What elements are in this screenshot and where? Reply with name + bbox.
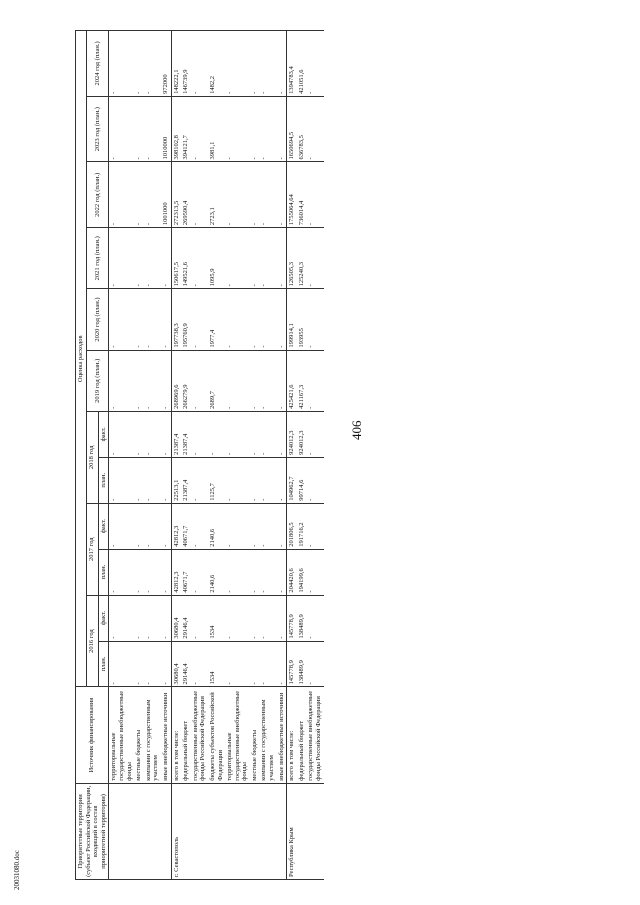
- value-cell: -: [109, 411, 134, 457]
- value-cell: -: [109, 289, 134, 350]
- value-cell: 2723,1: [208, 162, 225, 228]
- table-row: [287, 31, 297, 880]
- territory-cell: [109, 783, 134, 879]
- value-cell: 150617,5: [171, 228, 181, 289]
- value-cell: 1650694,5: [287, 96, 297, 162]
- value-cell: 3981,1: [208, 96, 225, 162]
- value-cell: 972000: [161, 31, 171, 97]
- value-cell: 421051,6: [297, 31, 307, 97]
- value-cell: -: [144, 31, 161, 97]
- value-cell: -: [259, 96, 276, 162]
- value-cell: -: [250, 549, 260, 595]
- territory-cell: [306, 783, 323, 879]
- value-cell: -: [250, 289, 260, 350]
- value-cell: 1394783,4: [287, 31, 297, 97]
- expenditure-table: [75, 30, 324, 880]
- value-cell: -: [109, 350, 134, 411]
- value-cell: -: [134, 350, 144, 411]
- value-cell: 125240,3: [297, 228, 307, 289]
- value-cell: 2689,7: [208, 350, 225, 411]
- value-cell: 30680,4: [171, 641, 181, 687]
- value-cell: -: [134, 641, 144, 687]
- value-cell: -: [134, 549, 144, 595]
- header-2020: 2020 год (план.): [86, 289, 109, 350]
- value-cell: -: [191, 411, 208, 457]
- value-cell: -: [225, 411, 250, 457]
- table-body: [109, 31, 324, 880]
- table-row: [259, 31, 276, 880]
- value-cell: -: [259, 289, 276, 350]
- value-cell: 1977,4: [208, 289, 225, 350]
- value-cell: -: [259, 641, 276, 687]
- table-row: [109, 31, 134, 880]
- value-cell: 1095,9: [208, 228, 225, 289]
- value-cell: -: [144, 162, 161, 228]
- table-row: [306, 31, 323, 880]
- header-2016: 2016 год: [86, 595, 98, 687]
- source-cell: иные внебюджетные источники: [161, 687, 171, 783]
- value-cell: -: [191, 350, 208, 411]
- value-cell: -: [225, 641, 250, 687]
- value-cell: -: [225, 31, 250, 97]
- value-cell: -: [225, 162, 250, 228]
- table-header: [76, 31, 109, 880]
- territory-cell: [134, 783, 144, 879]
- value-cell: 1534: [208, 641, 225, 687]
- table-row: [277, 31, 287, 880]
- value-cell: 394121,7: [181, 96, 191, 162]
- source-cell: всего в том числе:: [287, 687, 297, 783]
- value-cell: 149521,6: [181, 228, 191, 289]
- document-footer: 20031080.doc: [13, 850, 21, 890]
- source-cell: местные бюджеты: [134, 687, 144, 783]
- value-cell: -: [306, 350, 323, 411]
- territory-cell: [250, 783, 260, 879]
- value-cell: -: [109, 162, 134, 228]
- value-cell: -: [277, 31, 287, 97]
- value-cell: -: [191, 503, 208, 549]
- value-cell: -: [306, 96, 323, 162]
- header-2023: 2023 год (план.): [86, 96, 109, 162]
- value-cell: -: [144, 641, 161, 687]
- value-cell: 104962,7: [287, 457, 297, 503]
- value-cell: -: [277, 350, 287, 411]
- header-2017-fact: факт.: [98, 503, 109, 549]
- value-cell: -: [225, 457, 250, 503]
- value-cell: 398102,8: [171, 96, 181, 162]
- value-cell: 30680,4: [171, 595, 181, 641]
- value-cell: 2140,6: [208, 503, 225, 549]
- value-cell: -: [161, 411, 171, 457]
- value-cell: -: [259, 162, 276, 228]
- table-row: [181, 31, 191, 880]
- source-cell: федеральный бюджет: [181, 687, 191, 783]
- value-cell: -: [134, 228, 144, 289]
- territory-cell: [277, 783, 287, 879]
- value-cell: -: [109, 641, 134, 687]
- value-cell: -: [277, 162, 287, 228]
- value-cell: -: [250, 31, 260, 97]
- territory-cell: [259, 783, 276, 879]
- header-2016-fact: факт.: [98, 595, 109, 641]
- value-cell: 191716,2: [297, 503, 307, 549]
- value-cell: -: [191, 457, 208, 503]
- value-cell: -: [161, 457, 171, 503]
- value-cell: 425421,6: [287, 350, 297, 411]
- value-cell: -: [250, 162, 260, 228]
- value-cell: 1001000: [161, 162, 171, 228]
- value-cell: -: [161, 289, 171, 350]
- header-2022: 2022 год (план.): [86, 162, 109, 228]
- value-cell: 201806,5: [287, 503, 297, 549]
- value-cell: 21387,4: [181, 457, 191, 503]
- value-cell: -: [277, 411, 287, 457]
- value-cell: -: [250, 96, 260, 162]
- value-cell: -: [134, 162, 144, 228]
- value-cell: -: [225, 350, 250, 411]
- value-cell: -: [306, 31, 323, 97]
- value-cell: -: [306, 162, 323, 228]
- source-cell: иные внебюджетные источники: [277, 687, 287, 783]
- value-cell: -: [250, 411, 260, 457]
- value-cell: 29146,4: [181, 595, 191, 641]
- value-cell: 40671,7: [181, 549, 191, 595]
- value-cell: 126505,3: [287, 228, 297, 289]
- value-cell: -: [161, 228, 171, 289]
- header-2024: 2024 год (план.): [86, 31, 109, 97]
- value-cell: -: [277, 503, 287, 549]
- value-cell: 736014,4: [297, 162, 307, 228]
- table-row: [144, 31, 161, 880]
- header-2017: 2017 год: [86, 503, 98, 595]
- value-cell: 194199,6: [297, 549, 307, 595]
- value-cell: -: [259, 411, 276, 457]
- value-cell: -: [134, 289, 144, 350]
- value-cell: -: [306, 503, 323, 549]
- value-cell: -: [225, 549, 250, 595]
- header-2018-fact: факт.: [98, 411, 109, 457]
- value-cell: -: [208, 411, 225, 457]
- territory-cell: [297, 783, 307, 879]
- value-cell: 1010000: [161, 96, 171, 162]
- value-cell: 21387,4: [181, 411, 191, 457]
- table-row: [191, 31, 208, 880]
- value-cell: 636783,5: [297, 96, 307, 162]
- value-cell: 266279,9: [181, 350, 191, 411]
- value-cell: -: [144, 228, 161, 289]
- value-cell: -: [306, 411, 323, 457]
- value-cell: -: [191, 641, 208, 687]
- value-cell: -: [259, 503, 276, 549]
- value-cell: 1482,2: [208, 31, 225, 97]
- value-cell: -: [259, 549, 276, 595]
- header-2018: 2018 год: [86, 411, 98, 503]
- value-cell: -: [144, 549, 161, 595]
- value-cell: -: [161, 641, 171, 687]
- value-cell: 21387,4: [171, 411, 181, 457]
- value-cell: -: [306, 457, 323, 503]
- value-cell: -: [225, 228, 250, 289]
- value-cell: -: [109, 96, 134, 162]
- source-cell: компании с государственным участием: [259, 687, 276, 783]
- value-cell: -: [250, 457, 260, 503]
- source-cell: территориальные государственные внебюджетные фонды: [225, 687, 250, 783]
- value-cell: -: [259, 350, 276, 411]
- header-2017-plan: план.: [98, 549, 109, 595]
- source-cell: федеральный бюджет: [297, 687, 307, 783]
- value-cell: 148222,1: [171, 31, 181, 97]
- header-estimates: Оценка расходов: [76, 31, 87, 688]
- value-cell: -: [109, 503, 134, 549]
- value-cell: -: [134, 503, 144, 549]
- value-cell: -: [134, 457, 144, 503]
- value-cell: -: [144, 595, 161, 641]
- page-number: 406: [349, 420, 364, 440]
- value-cell: -: [277, 457, 287, 503]
- value-cell: -: [191, 549, 208, 595]
- value-cell: 195760,9: [181, 289, 191, 350]
- value-cell: 1125,7: [208, 457, 225, 503]
- header-2021: 2021 год (план.): [86, 228, 109, 289]
- value-cell: -: [277, 96, 287, 162]
- value-cell: -: [225, 595, 250, 641]
- table-row: [225, 31, 250, 880]
- territory-cell: [208, 783, 225, 879]
- value-cell: -: [225, 289, 250, 350]
- value-cell: 99714,6: [297, 457, 307, 503]
- value-cell: -: [277, 595, 287, 641]
- value-cell: 421167,3: [297, 350, 307, 411]
- value-cell: -: [259, 457, 276, 503]
- header-2019: 2019 год (план.): [86, 350, 109, 411]
- value-cell: -: [277, 228, 287, 289]
- source-cell: бюджеты субъектов Российской Федерации: [208, 687, 225, 783]
- source-cell: всего в том числе:: [171, 687, 181, 783]
- value-cell: 1755064,64: [287, 162, 297, 228]
- value-cell: -: [306, 595, 323, 641]
- territory-cell: [225, 783, 250, 879]
- value-cell: 199914,1: [287, 289, 297, 350]
- value-cell: -: [109, 457, 134, 503]
- value-cell: 138489,9: [297, 595, 307, 641]
- value-cell: -: [161, 350, 171, 411]
- value-cell: 145778,9: [287, 595, 297, 641]
- table-row: [161, 31, 171, 880]
- header-source: Источник финансирования: [76, 687, 109, 783]
- value-cell: -: [144, 350, 161, 411]
- value-cell: 42812,3: [171, 549, 181, 595]
- value-cell: -: [306, 289, 323, 350]
- table-row: [208, 31, 225, 880]
- territory-cell: [181, 783, 191, 879]
- value-cell: 29146,4: [181, 641, 191, 687]
- value-cell: 145778,9: [287, 641, 297, 687]
- value-cell: 924012,3: [297, 411, 307, 457]
- value-cell: -: [225, 503, 250, 549]
- territory-cell: Республика Крым: [287, 783, 297, 879]
- value-cell: 269590,4: [181, 162, 191, 228]
- value-cell: -: [134, 595, 144, 641]
- value-cell: -: [277, 289, 287, 350]
- value-cell: -: [144, 503, 161, 549]
- value-cell: -: [277, 641, 287, 687]
- value-cell: -: [250, 228, 260, 289]
- value-cell: -: [277, 549, 287, 595]
- value-cell: 40671,7: [181, 503, 191, 549]
- value-cell: 22513,1: [171, 457, 181, 503]
- value-cell: 193955: [297, 289, 307, 350]
- value-cell: -: [144, 411, 161, 457]
- table-row: [297, 31, 307, 880]
- value-cell: -: [109, 31, 134, 97]
- table-row: [134, 31, 144, 880]
- value-cell: -: [144, 96, 161, 162]
- value-cell: 1534: [208, 595, 225, 641]
- value-cell: -: [259, 31, 276, 97]
- territory-cell: [191, 783, 208, 879]
- value-cell: -: [134, 411, 144, 457]
- value-cell: 268969,6: [171, 350, 181, 411]
- value-cell: 272313,5: [171, 162, 181, 228]
- value-cell: -: [306, 549, 323, 595]
- value-cell: -: [191, 31, 208, 97]
- source-cell: компании с государственным участием: [144, 687, 161, 783]
- territory-cell: г. Севастополь: [171, 783, 181, 879]
- value-cell: -: [250, 503, 260, 549]
- value-cell: -: [191, 595, 208, 641]
- header-territory: Приоритетные территории (субъект Российской Федерации, входящий в состав приоритетной территории): [76, 783, 109, 879]
- value-cell: -: [306, 641, 323, 687]
- value-cell: -: [134, 31, 144, 97]
- value-cell: -: [161, 549, 171, 595]
- value-cell: 197738,3: [171, 289, 181, 350]
- value-cell: -: [259, 595, 276, 641]
- value-cell: -: [161, 503, 171, 549]
- territory-cell: [144, 783, 161, 879]
- source-cell: государственные внебюджетные фонды Российской Федерации: [191, 687, 208, 783]
- value-cell: -: [134, 96, 144, 162]
- value-cell: -: [250, 350, 260, 411]
- value-cell: -: [306, 228, 323, 289]
- value-cell: -: [225, 96, 250, 162]
- value-cell: -: [144, 289, 161, 350]
- value-cell: -: [250, 641, 260, 687]
- territory-cell: [161, 783, 171, 879]
- value-cell: -: [191, 228, 208, 289]
- value-cell: 42812,3: [171, 503, 181, 549]
- header-2016-plan: план.: [98, 641, 109, 687]
- header-2018-plan: план.: [98, 457, 109, 503]
- source-cell: территориальные государственные внебюджетные фонды: [109, 687, 134, 783]
- value-cell: 924012,3: [287, 411, 297, 457]
- value-cell: -: [191, 289, 208, 350]
- value-cell: -: [144, 457, 161, 503]
- value-cell: 204420,6: [287, 549, 297, 595]
- value-cell: 138489,9: [297, 641, 307, 687]
- table-row: [171, 31, 181, 880]
- value-cell: 146739,9: [181, 31, 191, 97]
- value-cell: -: [109, 595, 134, 641]
- value-cell: 2140,6: [208, 549, 225, 595]
- source-cell: государственные внебюджетные фонды Российской Федерации: [306, 687, 323, 783]
- value-cell: -: [109, 549, 134, 595]
- source-cell: местные бюджеты: [250, 687, 260, 783]
- value-cell: -: [259, 228, 276, 289]
- value-cell: -: [250, 595, 260, 641]
- value-cell: -: [109, 228, 134, 289]
- rotated-table-container: [75, 30, 535, 880]
- value-cell: -: [161, 595, 171, 641]
- value-cell: -: [191, 96, 208, 162]
- table-row: [250, 31, 260, 880]
- value-cell: -: [191, 162, 208, 228]
